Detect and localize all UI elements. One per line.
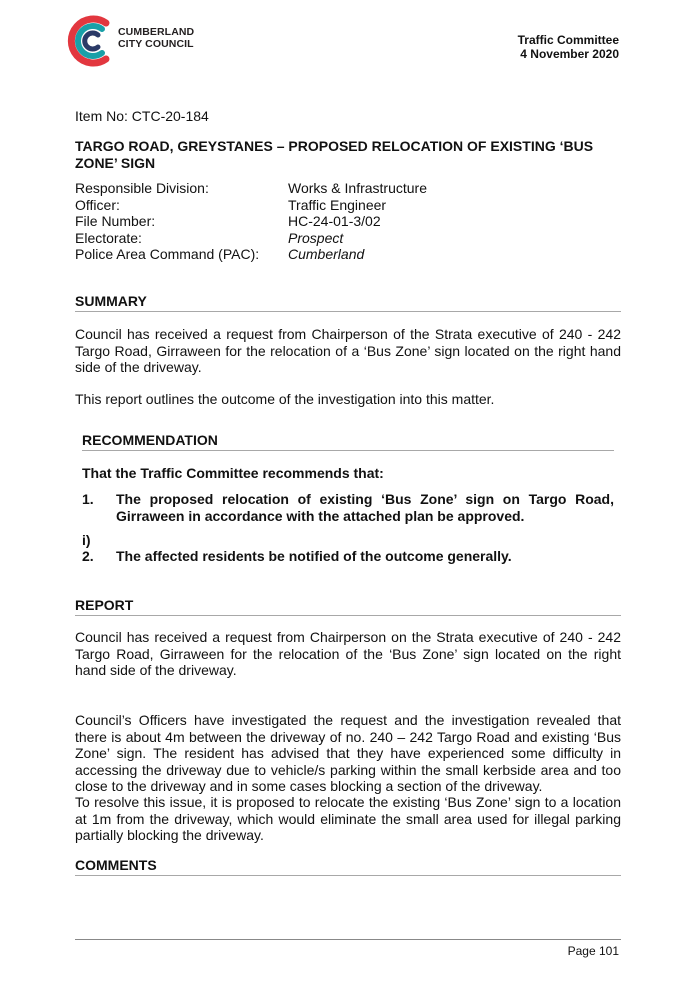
report-paragraph: Council has received a request from Chairperson on the Strata executive of 240 - 242 Targo Road, Girraween for the relocation of the ‘Bus Zone’ sign located on the right hand side of the driveway. xyxy=(75,629,621,678)
header-right xyxy=(518,33,619,61)
detail-label: Police Area Command (PAC): xyxy=(75,246,260,262)
report-paragraph: Council’s Officers have investigated the request and the investigation revealed that there is about 4m between the driveway of no. 240 – 242 Targo Road and existing ‘Bus Zone’ sign. The resident has advised that they have experienced some difficulty in accessing the driveway due to vehicle/s parking within the small kerbside area and too close to the driveway and in some cases blocking a section of the driveway. xyxy=(75,712,621,794)
footer-divider xyxy=(75,939,621,940)
meeting-date: 4 November 2020 xyxy=(520,47,619,61)
comments-heading: COMMENTS xyxy=(75,857,621,876)
detail-row xyxy=(75,246,427,263)
detail-value: Cumberland xyxy=(288,246,365,262)
page-number: Page 101 xyxy=(567,944,619,958)
item-number: Item No: CTC-20-184 xyxy=(75,108,209,124)
recommendation-stray-marker: i) xyxy=(82,532,91,548)
detail-label: Electorate: xyxy=(75,229,142,246)
detail-label: Officer: xyxy=(75,196,120,213)
detail-row xyxy=(75,230,427,247)
report-paragraph: To resolve this issue, it is proposed to relocate the existing ‘Bus Zone’ sign to a location at 1m from the driveway, which would eliminate the small area used for illegal parking partially blocking the driveway. xyxy=(75,794,621,843)
recommendation-intro: That the Traffic Committee recommends that: xyxy=(82,465,384,481)
recommendation-heading: RECOMMENDATION xyxy=(82,432,614,451)
detail-value: Prospect xyxy=(288,229,344,246)
recommendation-text: The affected residents be notified of the outcome generally. xyxy=(116,548,512,564)
detail-row xyxy=(75,180,427,197)
summary-paragraph: Council has received a request from Chairperson of the Strata executive of 240 - 242 Targo Road, Girraween for the relocation of a ‘Bus Zone’ sign located on the right hand side of the driveway. xyxy=(75,326,621,375)
logo-wordmark xyxy=(118,26,194,50)
recommendation-item xyxy=(82,491,614,524)
summary-heading: SUMMARY xyxy=(75,293,621,312)
recommendation-number: 2. xyxy=(82,548,94,564)
detail-value: Works & Infrastructure xyxy=(288,180,428,196)
detail-row xyxy=(75,197,427,214)
detail-value: HC-24-01-3/02 xyxy=(288,213,381,229)
item-details xyxy=(75,180,427,263)
summary-paragraph: This report outlines the outcome of the investigation into this matter. xyxy=(75,391,495,407)
report-heading: REPORT xyxy=(75,597,621,616)
council-logo xyxy=(66,13,196,69)
recommendation-item xyxy=(82,548,614,565)
detail-label: File Number: xyxy=(75,213,156,229)
detail-label: Responsible Division: xyxy=(75,180,209,196)
item-title: TARGO ROAD, GREYSTANES – PROPOSED RELOCATION OF EXISTING ‘BUS ZONE’ SIGN xyxy=(75,138,594,171)
recommendation-number: 1. xyxy=(82,491,94,507)
recommendation-text: The proposed relocation of existing ‘Bus Zone’ sign on Targo Road, Girraween in accordance with the attached plan be approved. xyxy=(116,491,614,524)
detail-value: Traffic Engineer xyxy=(288,196,387,213)
logo-line-1: CUMBERLAND xyxy=(118,26,195,38)
logo-line-2: CITY COUNCIL xyxy=(118,38,194,50)
detail-row xyxy=(75,213,427,230)
council-logo-mark-icon xyxy=(66,13,116,69)
committee-name: Traffic Committee xyxy=(517,33,619,47)
